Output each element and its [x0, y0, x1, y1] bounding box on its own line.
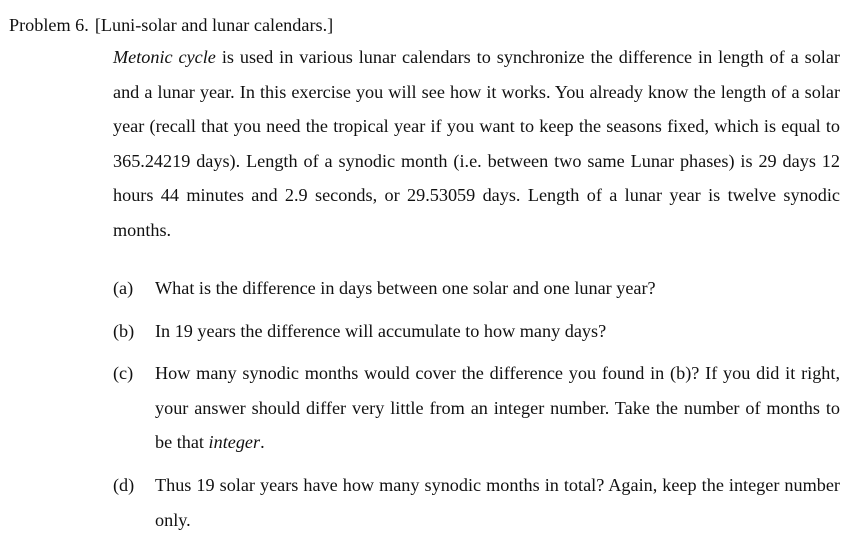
part-d-text: Thus 19 solar years have how many synodic months in total? Again, keep the integer number only. [155, 474, 840, 530]
part-c-label: (c) [113, 363, 134, 384]
metonic-cycle-term: Metonic cycle [113, 47, 216, 67]
part-a-text: What is the difference in days between one solar and one lunar year? [155, 278, 656, 298]
problem-number: Problem 6. [9, 15, 89, 35]
part-a-label: (a) [113, 278, 134, 298]
intro-text: is used in various lunar calendars to synchronize the difference in length of a solar and a lunar year. In this exercise you will see how it works. You already know the length of a solar year (recall that you need the tropical year if you want to keep the seasons fixed, which is equal to 365.24219 days). Length of a synodic month (i.e. between two same Lunar phases) is 29 days 12 hours 44 minutes and 2.9 seconds, or 29.53059 days. Length of a lunar year is twelve synodic months. [113, 47, 840, 240]
part-c [113, 356, 840, 460]
part-c-text: How many synodic months would cover the difference you found in (b)? If you did it right, your answer should differ very little from an integer number. Take the number of months to be that [155, 363, 840, 453]
part-b-label: (b) [113, 320, 135, 341]
problem-intro [113, 40, 840, 248]
part-c-tail: . [260, 432, 265, 453]
part-a [113, 271, 840, 306]
problem-parts [113, 271, 840, 545]
part-b-text: In 19 years the difference will accumulate to how many days? [155, 320, 607, 341]
part-d-label: (d) [113, 474, 135, 495]
part-d [113, 468, 840, 537]
problem-title: [Luni-solar and lunar calendars.] [94, 15, 334, 35]
problem-heading [9, 8, 333, 42]
part-b [113, 314, 840, 349]
part-c-emphasis: integer [208, 432, 261, 453]
